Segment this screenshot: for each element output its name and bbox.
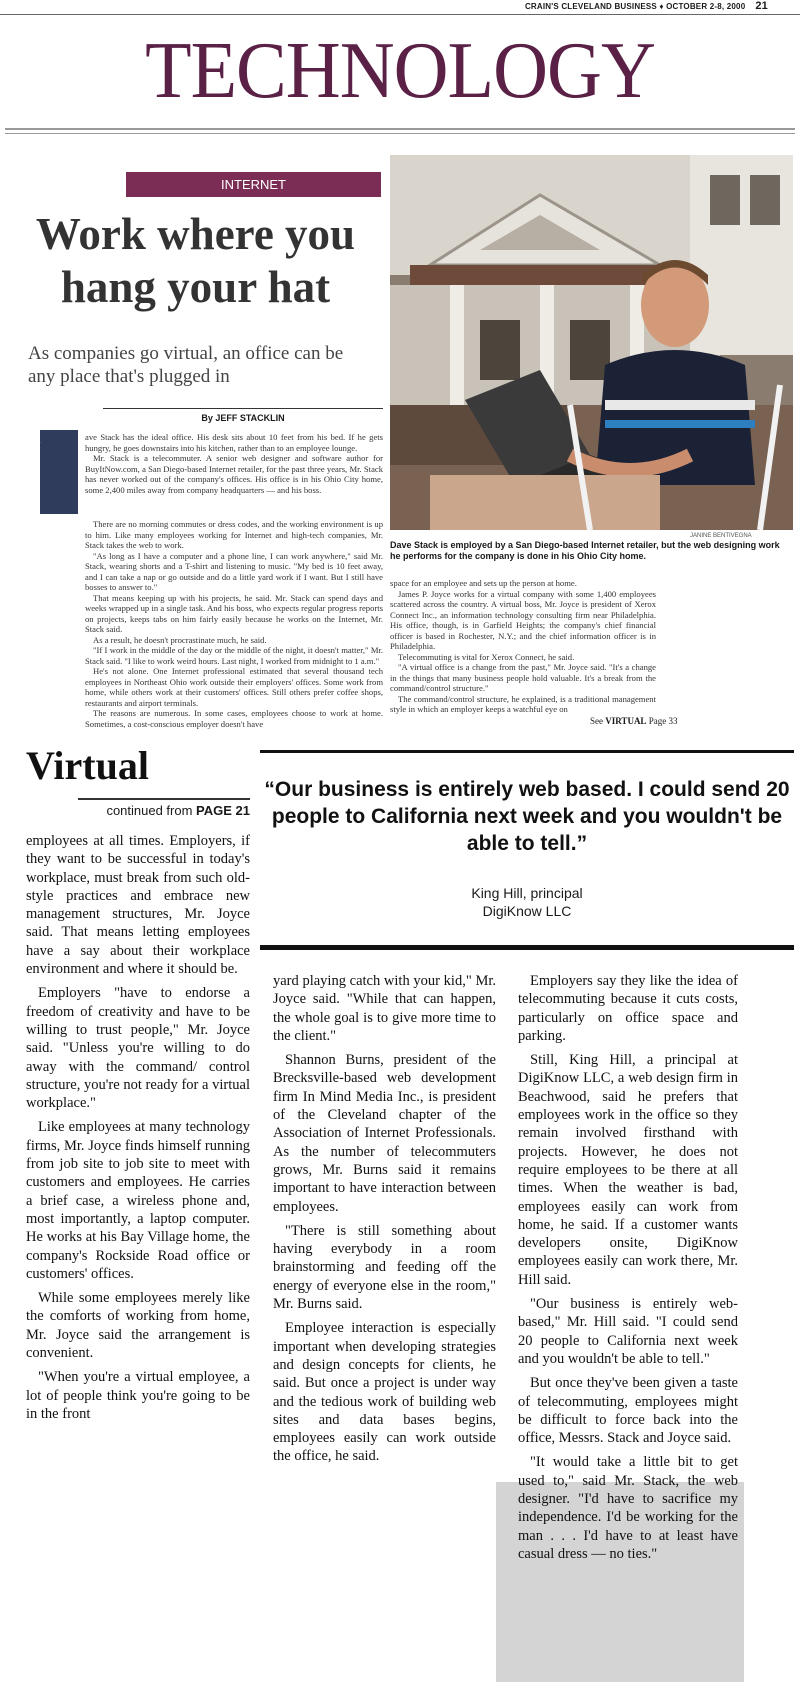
jump-keyword: VIRTUAL — [605, 716, 647, 726]
jump-paragraph: Still, King Hill, a principal at DigiKnow LLC, a web design firm in Beachwood, said he prefers that employees work in the office so they remain involved firsthand with projects. However, he does not require employees to be there at all times. When the weather is bad, employees easily can work from home, he said. If a customer wants developers onsite, DigiKnow employees easily can work there, Mr. Hill said. — [518, 1052, 738, 1288]
photo-credit: JANINE BENTIVEGNA — [690, 533, 752, 539]
continued-from — [78, 798, 250, 818]
story-paragraph: As a result, he doesn't procrastinate much, he said. — [93, 634, 267, 645]
photo-caption: Dave Stack is employed by a San Diego-based Internet retailer, but the web designing work he performs for the company is done in his Ohio City home. — [390, 540, 780, 561]
continued-page: PAGE 21 — [196, 803, 250, 818]
story-paragraph: That means keeping up with his projects, he said. Mr. Stack can spend days and weeks wrapped up in a single task. And his boss, who expects regular progress reports on projects, keeps tabs on him fairly easily because he works on the Internet, Mr. Stack said. — [85, 592, 383, 634]
attribution-name: King Hill, principal — [471, 885, 583, 901]
jump-paragraph: "There is still something about having everybody in a room brainstorming and feeding off the energy of everyone else in the room," Mr. Burns said. — [273, 1222, 496, 1313]
story-paragraph: ave Stack has the ideal office. His desk sits about 10 feet from his bed. If he gets hungry, he goes downstairs into his kitchen, rather than to an employee lounge. — [85, 432, 383, 453]
story-paragraph: He's not alone. One Internet professional estimated that several thousand tech employees in Northeast Ohio work outside their employers' offices. Some work from home, while others work at their customers' offices. Still others prefer coffee shops, restaurants and airport terminals. — [85, 666, 383, 708]
running-head — [525, 0, 768, 12]
story-column-2 — [390, 578, 656, 715]
section-tag: INTERNET — [126, 172, 381, 197]
story-paragraph: "If I work in the middle of the day or the middle of the night, it doesn't matter," Mr. Stack said. "I like to work weird hours. Last night, I worked from midnight to 1 a.m." — [85, 645, 383, 666]
jump-prefix: See — [590, 716, 606, 726]
jump-paragraph: Like employees at many technology firms, Mr. Joyce finds himself running from job site to job site to meet with customers and employees. He carries a brief case, a wireless phone and, most importantly, a laptop computer. He works at his Bay Village home, the company's Rockside Road office or customers' offices. — [26, 1119, 250, 1282]
photo-illustration — [390, 155, 793, 530]
jump-paragraph: Employers "have to endorse a freedom of creativity and have to be willing to trust people," Mr. Joyce said. "Unless you're willing to do away with the command/ control structure, you're not ready for a virtual workplace." — [26, 985, 250, 1112]
jump-title: Virtual — [26, 743, 149, 788]
story-paragraph: "A virtual office is a change from the past," Mr. Joyce said. "It's a change in the things that many business people hold valuable. It's a break from the command/control structure." — [390, 662, 656, 693]
byline: By JEFF STACKLIN — [103, 408, 383, 423]
page-number: 21 — [755, 0, 768, 12]
pull-quote-text: Our business is entirely web based. I could send 20 people to California next week and you wouldn't be able to tell. — [271, 778, 790, 855]
jump-paragraph: "Our business is entirely web-based," Mr. Hill said. "I could send 20 people to California next week and you wouldn't be able to tell." — [518, 1296, 738, 1367]
headline: Work where you hang your hat — [35, 209, 356, 312]
story-paragraph: Mr. Stack is a telecommuter. A senior web designer and software author for BuyItNow.com, a San Diego-based Internet retailer, for the past three years, Mr. Stack has never worked out of the company's offices. His office is in his Ohio City home, some 2,400 miles away from company headquarters — and his boss. — [85, 453, 383, 495]
masthead-rule-thin — [5, 133, 795, 134]
story-column-1a — [85, 432, 383, 495]
jump-paragraph: yard playing catch with your kid," Mr. Joyce said. "While that can happen, the whole goal is to give more time to the client." — [273, 973, 496, 1044]
photo-dave-stack — [390, 155, 793, 530]
open-quote-mark: “ — [264, 778, 275, 801]
story-paragraph: The reasons are numerous. In some cases, employees choose to work at home. Sometimes, a cost-conscious employer doesn't have — [85, 708, 383, 729]
section-title: TECHNOLOGY — [145, 27, 655, 115]
jump-column-1 — [26, 832, 250, 1429]
story-paragraph: space for an employee and sets up the person at home. — [390, 578, 577, 588]
story-paragraph: "As long as I have a computer and a phone line, I can work anywhere," said Mr. Stack, wearing shorts and a T-shirt and listening to music. "My bed is 10 feet away, and I can take a nap or go outside and do a little yard work if I want. But I still have bosses to answer to." — [85, 550, 383, 592]
pull-quote-attribution — [262, 884, 792, 920]
story-paragraph: The command/control structure, he explained, is a traditional management style in which an employer keeps a watchful eye on — [390, 693, 656, 714]
top-rule — [0, 14, 800, 15]
close-quote-mark: ” — [576, 832, 588, 855]
jump-paragraph: Employee interaction is especially important when developing strategies and design concepts for clients, he said. But once a project is under way and the tedious work of building web sites and data bases begins, employees easily can work outside the office, he said. — [273, 1320, 496, 1465]
jump-page: Page 33 — [646, 716, 678, 726]
jump-paragraph: Shannon Burns, president of the Brecksville-based web development firm In Mind Media Inc., is president of the Cleveland chapter of the Association of Internet Professionals. As the number of telecommuters grows, Mr. Burns said it remains important to have interaction between employees. — [273, 1052, 496, 1215]
story-paragraph: There are no morning commutes or dress codes, and the working environment is up to him. Like many employees working for Internet and high-tech companies, Mr. Stack takes the web to work. — [85, 519, 383, 550]
masthead-rule — [5, 128, 795, 130]
jump-paragraph: While some employees merely like the comforts of working from home, Mr. Joyce said the arrangement is convenient. — [26, 1290, 250, 1362]
jump-paragraph: But once they've been given a taste of telecommuting, employees might be difficult to force back into the office, Messrs. Stack and Joyce said. — [518, 1375, 738, 1447]
jump-line — [590, 716, 677, 726]
jump-paragraph: "It would take a little bit to get used to," said Mr. Stack, the web designer. "I'd have to sacrifice my independence. I'd be working for the man . . . I'd have to at least have casual dress — no ties." — [518, 1454, 738, 1562]
jump-column-3 — [518, 972, 738, 1569]
pullquote-rule-top — [260, 750, 794, 753]
story-paragraph: James P. Joyce works for a virtual company with some 1,400 employees scattered across the country. A virtual boss, Mr. Joyce is president of Xerox Connect Inc., an information technology consulting firm near Philadelphia. His office, though, is in Garfield Heights; the company's chief financial officer is based in Rochester, N.Y.; and the chief information officer is in Philadelphia. — [390, 588, 656, 651]
pull-quote — [262, 776, 792, 857]
jump-paragraph: "When you're a virtual employee, a lot of people think you're going to be in the front — [26, 1369, 250, 1422]
story-paragraph: Telecommuting is vital for Xerox Connect, he said. — [398, 651, 575, 662]
deck: As companies go virtual, an office can be any place that's plugged in — [28, 343, 344, 387]
jump-paragraph: employees at all times. Employers, if they want to be successful in today's workplace, must break from such old-style practices and embrace new management structures, Mr. Joyce said. That means letting employees have a say about their workplace environment and where it should be. — [26, 833, 250, 978]
attribution-org: DigiKnow LLC — [482, 903, 572, 919]
jump-paragraph: Employers say they like the idea of telecommuting because it cuts costs, particularly on office space and parking. — [518, 973, 738, 1044]
drop-cap — [40, 430, 78, 514]
continued-label: continued from — [106, 803, 197, 818]
drop-cap-letter: D — [40, 443, 41, 444]
story-column-1b — [85, 519, 383, 729]
jump-column-2 — [273, 972, 496, 1472]
running-head-text: CRAIN'S CLEVELAND BUSINESS ♦ OCTOBER 2-8, 2000 — [524, 2, 746, 11]
pullquote-rule-bottom — [260, 945, 794, 950]
